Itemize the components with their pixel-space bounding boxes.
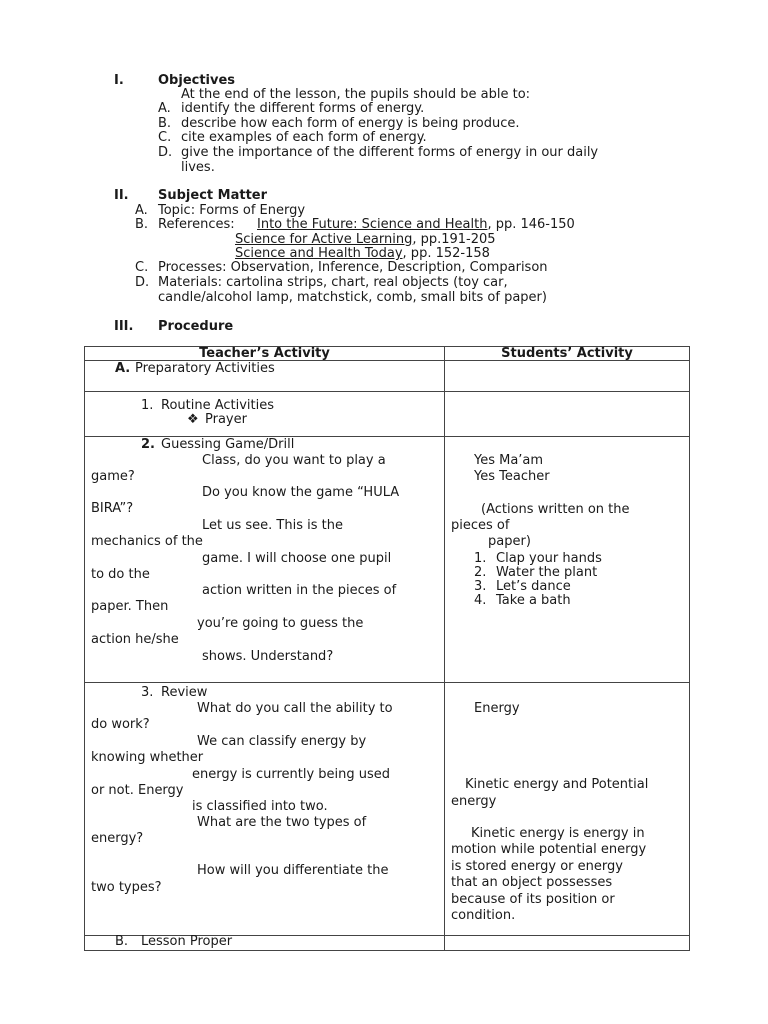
teacher-line: How will you differentiate the: [197, 863, 389, 878]
teacher-line: Let us see. This is the: [202, 518, 343, 533]
teacher-line: do work?: [91, 717, 150, 732]
references-letter: B.: [135, 217, 149, 232]
student-line: is stored energy or energy: [451, 859, 623, 874]
teacher-line: We can classify energy by: [197, 734, 367, 749]
objective-letter: A.: [158, 101, 171, 116]
teacher-line: shows. Understand?: [202, 649, 334, 664]
objectives-intro: At the end of the lesson, the pupils should be able to:: [181, 87, 531, 102]
materials-letter: D.: [135, 275, 150, 290]
teacher-line: Class, do you want to play a: [202, 453, 386, 468]
teacher-line: is classified into two.: [192, 799, 328, 814]
student-line: Yes Ma’am: [474, 453, 544, 468]
lesson-proper-letter: B.: [115, 934, 129, 949]
student-line: Kinetic energy and Potential: [465, 777, 649, 792]
student-line: energy: [451, 794, 497, 809]
diamond-bullet-icon: ❖: [187, 412, 199, 427]
action-number: 3.: [474, 579, 487, 594]
table-header-row: [85, 347, 690, 361]
teacher-line: game?: [91, 469, 135, 484]
teacher-line: Do you know the game “HULA: [202, 485, 400, 500]
reference-title: Science for Active Learning: [235, 232, 413, 247]
student-line: condition.: [451, 908, 516, 923]
action-item: Let’s dance: [496, 579, 571, 594]
procedure-heading: Procedure: [158, 319, 234, 334]
action-item: Water the plant: [496, 565, 598, 580]
student-line: Yes Teacher: [474, 469, 550, 484]
materials-continuation: candle/alcohol lamp, matchstick, comb, small bits of paper): [158, 290, 547, 305]
table-row: [85, 361, 690, 392]
objective-item: identify the different forms of energy.: [181, 101, 425, 116]
teacher-activity-header: Teacher’s Activity: [85, 347, 445, 361]
teacher-line: mechanics of the: [91, 534, 203, 549]
empty-cell: [445, 361, 690, 392]
student-line: paper): [488, 534, 531, 549]
objectives-numeral: I.: [114, 73, 124, 88]
action-number: 1.: [474, 551, 487, 566]
teacher-line: energy is currently being used: [192, 767, 391, 782]
empty-cell: [445, 936, 690, 951]
processes-text: Processes: Observation, Inference, Description, Comparison: [158, 260, 548, 275]
prep-letter: A.: [115, 361, 131, 376]
reference-title: Science and Health Today: [235, 246, 403, 261]
objective-item: describe how each form of energy is being produce.: [181, 116, 520, 131]
empty-cell: [445, 392, 690, 437]
reference-pages: , pp. 152-158: [402, 246, 490, 261]
action-item: Take a bath: [496, 593, 571, 608]
reference-2: [235, 232, 496, 247]
teacher-line: BIRA”?: [91, 501, 134, 516]
objective-letter: D.: [158, 145, 173, 160]
student-line: (Actions written on the: [481, 502, 630, 517]
student-line: Kinetic energy is energy in: [471, 826, 645, 841]
routine-prayer: Prayer: [205, 412, 247, 427]
teacher-line: paper. Then: [91, 599, 169, 614]
lesson-proper-text: Lesson Proper: [141, 934, 233, 949]
action-number: 2.: [474, 565, 487, 580]
teacher-line: game. I will choose one pupil: [202, 551, 392, 566]
review-number: 3.: [141, 685, 154, 700]
teacher-line: to do the: [91, 567, 150, 582]
student-line: that an object possesses: [451, 875, 613, 890]
procedure-table: [84, 346, 690, 951]
teacher-line: What are the two types of: [197, 815, 367, 830]
routine-text: Routine Activities: [161, 398, 275, 413]
student-line: because of its position or: [451, 892, 615, 907]
teacher-line: or not. Energy: [91, 783, 184, 798]
reference-3: [235, 246, 490, 261]
teacher-line: What do you call the ability to: [197, 701, 393, 716]
teacher-line: you’re going to guess the: [197, 616, 364, 631]
routine-number: 1.: [141, 398, 154, 413]
objective-letter: C.: [158, 130, 172, 145]
processes-letter: C.: [135, 260, 149, 275]
references-label: References:: [158, 217, 235, 232]
student-line: Energy: [474, 701, 520, 716]
reference-pages: , pp. 146-150: [487, 217, 575, 232]
reference-1: [257, 217, 575, 232]
students-activity-header: Students’ Activity: [445, 347, 690, 361]
objective-item: cite examples of each form of energy.: [181, 130, 427, 145]
table-row: [85, 392, 690, 437]
teacher-line: action he/she: [91, 632, 179, 647]
table-row: [85, 936, 690, 951]
prep-text: Preparatory Activities: [135, 361, 275, 376]
objective-letter: B.: [158, 116, 172, 131]
action-number: 4.: [474, 593, 487, 608]
teacher-line: action written in the pieces of: [202, 583, 397, 598]
topic-text: Topic: Forms of Energy: [158, 203, 306, 218]
reference-title: Into the Future: Science and Health: [257, 217, 488, 232]
subject-matter-numeral: II.: [114, 188, 129, 203]
objective-item-continuation: lives.: [181, 160, 215, 175]
student-line: pieces of: [451, 518, 510, 533]
objective-item: give the importance of the different forms of energy in our daily: [181, 145, 599, 160]
materials-text: Materials: cartolina strips, chart, real objects (toy car,: [158, 275, 508, 290]
reference-pages: , pp.191-205: [412, 232, 496, 247]
topic-letter: A.: [135, 203, 148, 218]
procedure-numeral: III.: [114, 319, 134, 334]
game-number: 2.: [141, 437, 155, 452]
teacher-line: energy?: [91, 831, 144, 846]
teacher-line: two types?: [91, 880, 162, 895]
teacher-line: knowing whether: [91, 750, 204, 765]
subject-matter-heading: Subject Matter: [158, 188, 268, 203]
review-title: Review: [161, 685, 208, 700]
table-row: [85, 437, 690, 683]
action-item: Clap your hands: [496, 551, 602, 566]
table-row: [85, 683, 690, 936]
objectives-heading: Objectives: [158, 73, 236, 88]
student-line: motion while potential energy: [451, 842, 647, 857]
game-title: Guessing Game/Drill: [161, 437, 295, 452]
